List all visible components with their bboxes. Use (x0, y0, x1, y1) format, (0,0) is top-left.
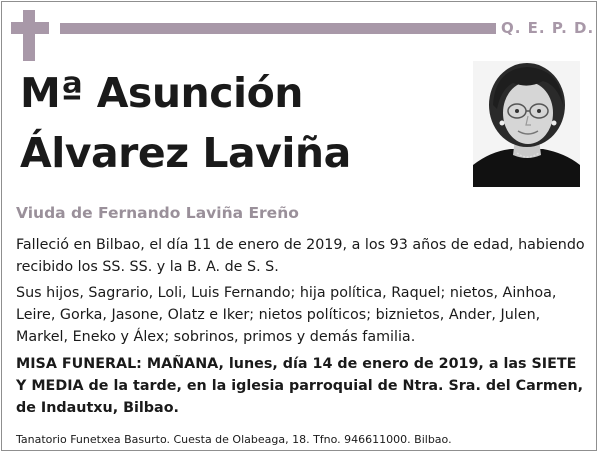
qepd-label: Q. E. P. D. (501, 19, 595, 37)
family-list-text: Sus hijos, Sagrario, Loli, Luis Fernando; hija política, Raquel; nietos, Ainhoa, Leire, Gorka, Jasone, Olatz e Iker; nietos políticos; biznietos, Ander, Julen, Markel, Eneko y Álex; sobrinos, primos y demás familia. (16, 285, 557, 345)
funeral-home-info: Tanatorio Funetxea Basurto. Cuesta de Olabeaga, 18. Tfno. 946611000. Bilbao. (16, 433, 452, 446)
deceased-photo (473, 61, 580, 187)
widow-of-line: Viuda de Fernando Laviña Ereño (16, 204, 299, 222)
death-notice-text: Falleció en Bilbao, el día 11 de enero de 2019, a los 93 años de edad, habiendo recibido los SS. SS. y la B. A. de S. S. (16, 237, 585, 275)
funeral-mass-text: MISA FUNERAL: MAÑANA, lunes, día 14 de enero de 2019, a las SIETE Y MEDIA de la tarde, en la iglesia parroquial de Ntra. Sra. del Carmen, de Indautxu, Bilbao. (16, 356, 584, 416)
header-rule (60, 23, 496, 34)
deceased-name-line-1: Mª Asunción (20, 69, 303, 117)
cross-icon-horizontal (11, 22, 49, 34)
cross-icon-vertical (23, 10, 35, 61)
deceased-name-line-2: Álvarez Laviña (20, 129, 351, 177)
portrait-image (473, 61, 580, 187)
